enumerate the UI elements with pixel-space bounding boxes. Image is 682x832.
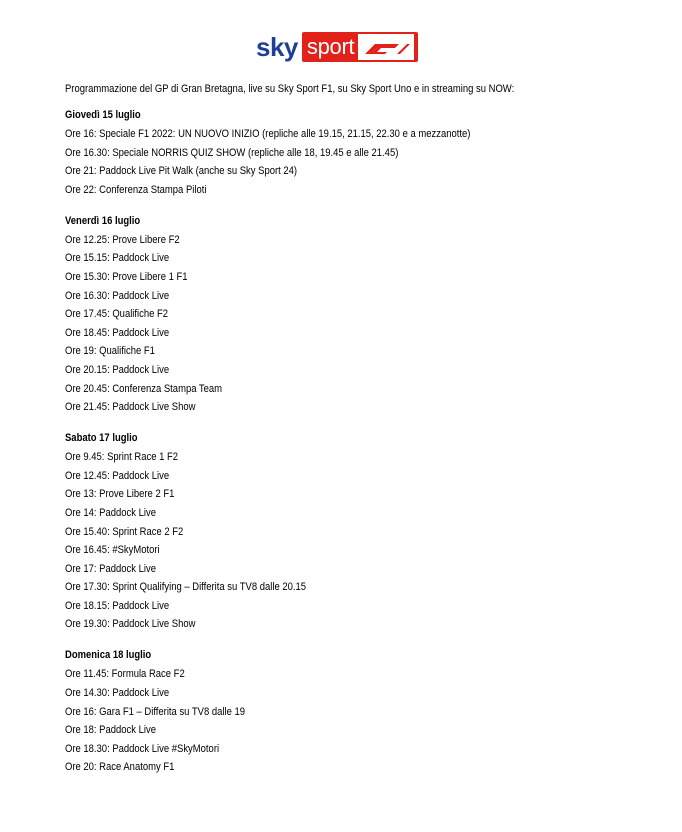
schedule-event: Ore 17: Paddock Live: [65, 562, 156, 575]
day-section: [65, 431, 665, 631]
day-title: Giovedì 15 luglio: [65, 109, 141, 121]
schedule-event: Ore 12.25: Prove Libere F2: [65, 233, 180, 246]
schedule-event: Ore 11.45: Formula Race F2: [65, 668, 185, 681]
schedule-event: Ore 18: Paddock Live: [65, 724, 156, 737]
schedule-event: Ore 17.45: Qualifiche F2: [65, 308, 169, 321]
schedule-event: Ore 22: Conferenza Stampa Piloti: [65, 183, 207, 196]
day-title: Venerdì 16 luglio: [65, 214, 141, 227]
schedule-event: Ore 20: Race Anatomy F1: [65, 761, 175, 774]
sky-sport-f1-logo: [256, 30, 432, 64]
schedule-event: Ore 16.30: Speciale NORRIS QUIZ SHOW (repliche alle 18, 19.45 e alle 21.45): [65, 146, 399, 159]
f1-logo-icon: [358, 34, 414, 60]
schedule-event: Ore 16.45: #SkyMotori: [65, 544, 160, 557]
schedule-event: Ore 16: Gara F1 – Differita su TV8 dalle 19: [65, 705, 246, 718]
schedule-event: Ore 17.30: Sprint Qualifying – Differita su TV8 dalle 20.15: [65, 581, 307, 594]
schedule-event: Ore 19.30: Paddock Live Show: [65, 618, 196, 631]
schedule-event: Ore 18.15: Paddock Live: [65, 599, 170, 612]
schedule-event: Ore 21.45: Paddock Live Show: [65, 401, 196, 414]
schedule-event: Ore 20.45: Conferenza Stampa Team: [65, 382, 223, 395]
schedule-event: Ore 16: Speciale F1 2022: UN NUOVO INIZIO (repliche alle 19.15, 21.15, 22.30 e a mezzanotte): [65, 128, 471, 140]
schedule-event: Ore 9.45: Sprint Race 1 F2: [65, 451, 179, 464]
schedule-content: [65, 82, 665, 791]
day-section: [65, 648, 665, 774]
day-section: [65, 214, 665, 414]
schedule-event: Ore 12.45: Paddock Live: [65, 469, 170, 482]
schedule-event: Ore 15.30: Prove Libere 1 F1: [65, 270, 188, 283]
day-title: Sabato 17 luglio: [65, 432, 138, 445]
schedule-event: Ore 14: Paddock Live: [65, 506, 156, 519]
schedule-event: Ore 15.40: Sprint Race 2 F2: [65, 525, 184, 538]
day-section: [65, 108, 665, 197]
schedule-event: Ore 15.15: Paddock Live: [65, 252, 170, 265]
logo-sky-text: sky: [256, 32, 298, 62]
intro-text: Programmazione del GP di Gran Bretagna, live su Sky Sport F1, su Sky Sport Uno e in streaming su NOW:: [65, 83, 515, 95]
schedule-event: Ore 16.30: Paddock Live: [65, 289, 170, 302]
logo-sport-text: sport: [306, 34, 355, 59]
schedule-event: Ore 21: Paddock Live Pit Walk (anche su Sky Sport 24): [65, 165, 298, 178]
schedule-event: Ore 18.45: Paddock Live: [65, 326, 170, 339]
schedule-event: Ore 20.15: Paddock Live: [65, 363, 170, 376]
schedule-event: Ore 19: Qualifiche F1: [65, 345, 155, 358]
schedule-event: Ore 18.30: Paddock Live #SkyMotori: [65, 742, 220, 755]
schedule-event: Ore 13: Prove Libere 2 F1: [65, 488, 175, 501]
schedule-days: [65, 108, 665, 774]
logo-sport-box: [302, 32, 418, 62]
day-title: Domenica 18 luglio: [65, 649, 152, 662]
schedule-event: Ore 14.30: Paddock Live: [65, 687, 170, 700]
